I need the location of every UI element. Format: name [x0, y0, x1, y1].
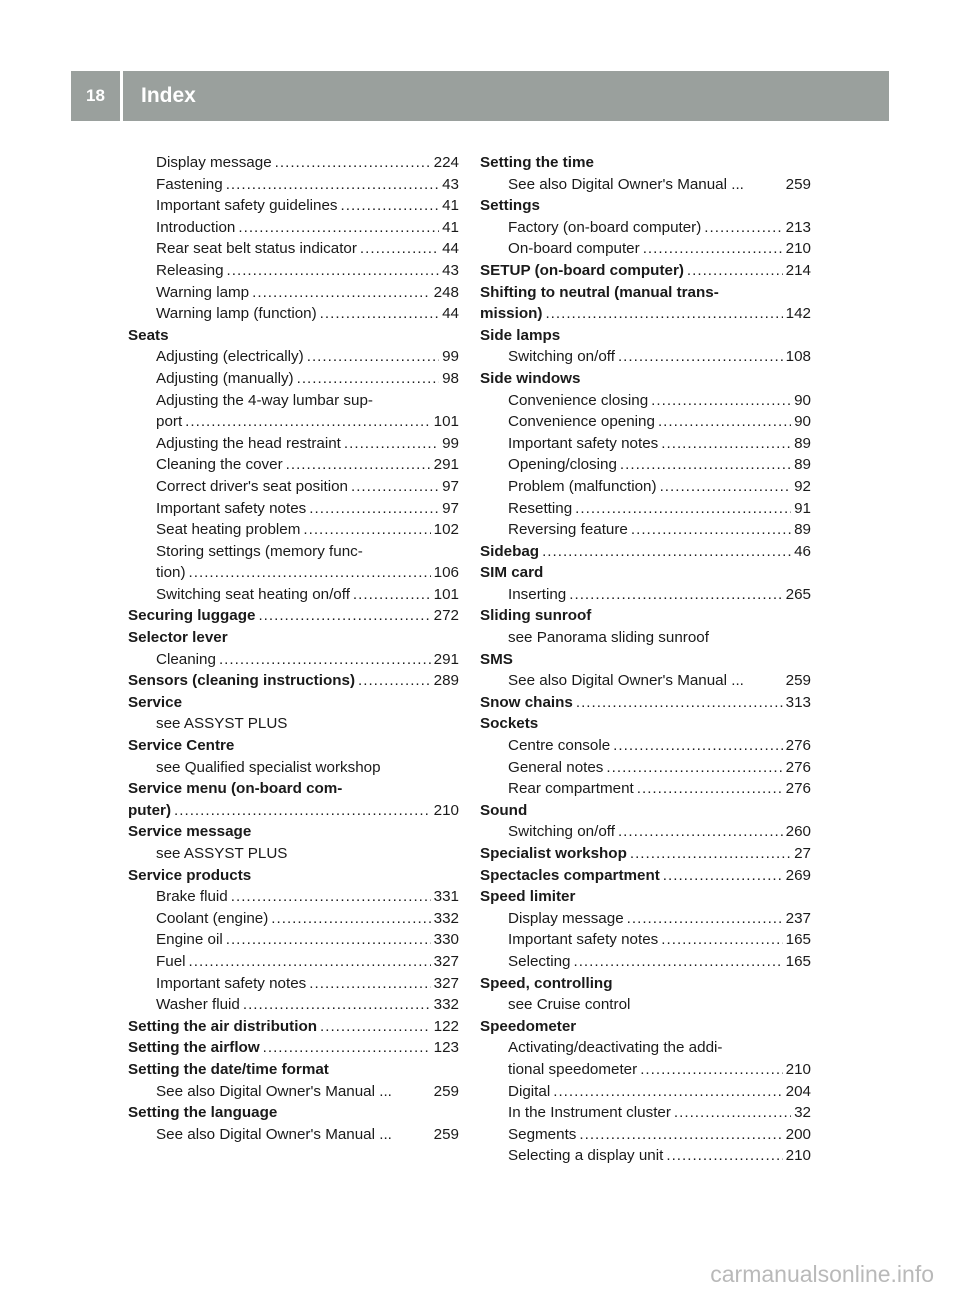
entry-label: Important safety guidelines	[156, 197, 338, 215]
page-reference: 108	[785, 348, 811, 366]
dot-leader	[687, 260, 783, 282]
index-subentry	[128, 1124, 459, 1146]
index-subentry	[128, 476, 459, 498]
page-reference: 89	[794, 521, 811, 539]
page-reference: 165	[785, 931, 811, 949]
dot-leader	[704, 217, 782, 239]
dot-leader	[226, 174, 439, 196]
entry-label: General notes	[508, 758, 604, 776]
index-heading: SMS	[480, 650, 513, 668]
entry-label: Factory (on-board computer)	[508, 218, 702, 236]
page-reference: 32	[794, 1104, 811, 1122]
page-reference: 89	[794, 456, 811, 474]
dot-leader	[320, 1016, 431, 1038]
dot-leader	[627, 908, 783, 930]
index-subentry	[480, 346, 811, 368]
page-reference: 210	[785, 1060, 811, 1078]
entry-label: Rear compartment	[508, 780, 634, 798]
index-subentry	[128, 584, 459, 606]
entry-label: Specialist workshop	[480, 845, 627, 862]
index-subentry	[480, 929, 811, 951]
page-reference: 276	[785, 780, 811, 798]
dot-leader	[189, 951, 431, 973]
index-subentry	[128, 908, 459, 930]
page-reference: 101	[433, 585, 459, 603]
index-subentry: see Qualified specialist workshop	[156, 758, 381, 776]
entry-label: Display message	[156, 154, 272, 171]
index-subentry	[480, 433, 811, 455]
page-reference: 327	[433, 974, 459, 992]
page-reference: 260	[785, 823, 811, 841]
entry-label: port	[156, 413, 183, 431]
entry-label: Selecting a display unit	[508, 1147, 664, 1165]
index-subentry	[480, 1059, 811, 1081]
entry-label: Engine oil	[156, 931, 223, 949]
entry-label: Spectacles compartment	[480, 866, 660, 884]
index-subentry	[480, 778, 811, 800]
dot-leader	[286, 454, 431, 476]
index-subentry	[128, 433, 459, 455]
index-heading-entry	[480, 260, 811, 282]
dot-leader	[243, 994, 431, 1016]
page-reference: 122	[433, 1017, 459, 1035]
entry-label: Convenience closing	[508, 391, 649, 409]
entry-label: See also Digital Owner's Manual ...	[156, 1125, 392, 1143]
index-heading: Service menu (on-board com-	[128, 780, 343, 798]
index-heading: Setting the time	[480, 154, 594, 171]
entry-label: On-board computer	[508, 240, 640, 258]
entry-label: Releasing	[156, 261, 224, 279]
dot-leader	[643, 238, 783, 260]
dot-leader	[309, 973, 430, 995]
page-reference: 259	[433, 1125, 459, 1143]
entry-label: Cleaning	[156, 650, 216, 668]
dot-leader	[353, 584, 431, 606]
page-reference: 27	[794, 845, 811, 862]
dot-leader	[613, 735, 783, 757]
page-reference: 90	[794, 413, 811, 431]
page-reference: 210	[785, 240, 811, 258]
entry-label: Sensors (cleaning instructions)	[128, 672, 356, 690]
dot-leader	[238, 217, 439, 239]
dot-leader	[226, 929, 431, 951]
entry-label: See also Digital Owner's Manual ...	[508, 672, 744, 690]
page-reference: 142	[785, 305, 811, 323]
dot-leader	[263, 1037, 431, 1059]
dot-leader	[663, 865, 783, 887]
page-reference: 165	[785, 952, 811, 970]
index-heading: Service	[128, 693, 183, 711]
index-heading: Settings	[480, 197, 540, 215]
dot-leader	[303, 519, 430, 541]
page-reference: 46	[794, 542, 811, 560]
index-heading-entry	[128, 1037, 459, 1059]
page-reference: 43	[442, 261, 459, 279]
index-subentry	[480, 217, 811, 239]
entry-label: Convenience opening	[508, 413, 655, 431]
entry-label: Coolant (engine)	[156, 909, 269, 927]
page-reference: 200	[785, 1125, 811, 1143]
entry-label: Setting the air distribution	[128, 1017, 317, 1035]
page-reference: 44	[442, 240, 459, 258]
index-subentry	[128, 562, 459, 584]
entry-label: Introduction	[156, 218, 236, 236]
index-heading: Service Centre	[128, 737, 235, 755]
entry-label: Cleaning the cover	[156, 456, 283, 474]
dot-leader	[189, 562, 431, 584]
dot-leader	[620, 454, 791, 476]
index-subentry: Storing settings (memory func-	[156, 542, 363, 560]
entry-label: See also Digital Owner's Manual ...	[156, 1082, 392, 1100]
page-reference: 269	[785, 866, 811, 884]
page-reference: 41	[442, 218, 459, 236]
page-reference: 106	[433, 564, 459, 582]
page-reference: 214	[785, 261, 811, 279]
index-subentry	[480, 670, 811, 692]
index-heading: Shifting to neutral (manual trans-	[480, 283, 719, 301]
index-column-right	[480, 152, 811, 1167]
page-reference: 213	[785, 218, 811, 236]
dot-leader	[545, 303, 782, 325]
index-subentry	[128, 282, 459, 304]
entry-label: Adjusting the head restraint	[156, 434, 341, 452]
page-reference: 91	[794, 499, 811, 517]
index-subentry	[128, 411, 459, 433]
dot-leader	[275, 152, 431, 174]
index-subentry	[480, 390, 811, 412]
index-heading-entry	[128, 670, 459, 692]
entry-label: See also Digital Owner's Manual ...	[508, 175, 744, 193]
entry-label: Opening/closing	[508, 456, 617, 474]
dot-leader	[576, 692, 783, 714]
dot-leader	[271, 908, 430, 930]
index-heading: Side lamps	[480, 326, 561, 344]
index-subentry	[480, 584, 811, 606]
index-heading-entry	[128, 605, 459, 627]
entry-label: Important safety notes	[156, 499, 307, 517]
entry-label: Switching on/off	[508, 823, 615, 841]
dot-leader	[666, 1145, 782, 1167]
page-reference: 102	[433, 521, 459, 539]
dot-leader	[575, 498, 791, 520]
entry-label: Warning lamp (function)	[156, 305, 317, 323]
dot-leader	[320, 303, 439, 325]
page-reference: 101	[433, 413, 459, 431]
page-reference: 291	[433, 456, 459, 474]
dot-leader	[658, 411, 791, 433]
page-reference: 265	[785, 585, 811, 603]
index-subentry: see Cruise control	[508, 996, 631, 1014]
index-heading: Sliding sunroof	[480, 607, 592, 625]
page-number: 18	[71, 71, 123, 121]
index-subentry: see Panorama sliding sunroof	[508, 629, 709, 647]
entry-label: SETUP (on-board computer)	[480, 261, 684, 279]
dot-leader	[358, 670, 431, 692]
dot-leader	[360, 238, 439, 260]
entry-label: Switching seat heating on/off	[156, 585, 350, 603]
index-subentry	[480, 454, 811, 476]
dot-leader	[631, 519, 791, 541]
index-subentry	[128, 886, 459, 908]
page-reference: 332	[433, 909, 459, 927]
index-subentry	[128, 238, 459, 260]
index-subentry: see ASSYST PLUS	[156, 715, 288, 733]
dot-leader	[661, 929, 782, 951]
page-reference: 43	[442, 175, 459, 193]
dot-leader	[219, 649, 431, 671]
page-reference: 276	[785, 737, 811, 755]
entry-label: Fuel	[156, 952, 186, 970]
dot-leader	[252, 282, 431, 304]
index-heading-entry	[128, 800, 459, 822]
index-subentry	[480, 1081, 811, 1103]
index-subentry	[128, 973, 459, 995]
page-reference: 259	[785, 175, 811, 193]
dot-leader	[651, 390, 791, 412]
entry-label: Segments	[508, 1125, 577, 1143]
index-subentry	[128, 1081, 459, 1103]
index-heading: Service message	[128, 823, 252, 841]
entry-label: Rear seat belt status indicator	[156, 240, 357, 258]
dot-leader	[309, 498, 439, 520]
index-subentry	[480, 951, 811, 973]
index-heading: Speed limiter	[480, 888, 576, 906]
page-reference: 259	[785, 672, 811, 690]
index-subentry	[128, 195, 459, 217]
entry-label: Inserting	[508, 585, 567, 603]
index-subentry	[480, 757, 811, 779]
dot-leader	[618, 821, 783, 843]
entry-label: Securing luggage	[128, 607, 256, 625]
entry-label: Sidebag	[480, 542, 540, 560]
watermark: carmanualsonline.info	[710, 1261, 934, 1287]
entry-label: Snow chains	[480, 693, 573, 711]
entry-label: Setting the airflow	[128, 1039, 260, 1057]
page-reference: 272	[433, 607, 459, 625]
entry-label: Selecting	[508, 952, 571, 970]
page-reference: 92	[794, 477, 811, 495]
index-subentry	[128, 368, 459, 390]
index-subentry	[480, 735, 811, 757]
index-subentry	[480, 174, 811, 196]
index-column-left	[128, 152, 459, 1145]
page-reference: 99	[442, 434, 459, 452]
index-heading: SIM card	[480, 564, 544, 582]
index-subentry	[480, 908, 811, 930]
index-subentry	[480, 1102, 811, 1124]
page-reference: 259	[433, 1082, 459, 1100]
index-subentry	[128, 346, 459, 368]
index-subentry	[128, 152, 459, 174]
index-subentry	[128, 994, 459, 1016]
page-reference: 224	[433, 154, 459, 171]
entry-label: Correct driver's seat position	[156, 477, 348, 495]
entry-label: Centre console	[508, 737, 611, 755]
page-reference: 89	[794, 434, 811, 452]
page-reference: 210	[785, 1147, 811, 1165]
entry-label: mission)	[480, 305, 543, 323]
index-heading-entry	[480, 303, 811, 325]
index-subentry	[128, 303, 459, 325]
dot-leader	[579, 1124, 782, 1146]
index-heading: Sound	[480, 801, 528, 819]
index-heading-entry	[480, 692, 811, 714]
page-reference: 97	[442, 477, 459, 495]
entry-label: Digital	[508, 1082, 551, 1100]
index-subentry	[128, 951, 459, 973]
page-reference: 276	[785, 758, 811, 776]
entry-label: Reversing feature	[508, 521, 628, 539]
page-reference: 332	[433, 996, 459, 1014]
dot-leader	[174, 800, 431, 822]
dot-leader	[573, 951, 782, 973]
index-heading-entry	[480, 865, 811, 887]
index-subentry	[480, 476, 811, 498]
entry-label: Adjusting (manually)	[156, 369, 294, 387]
dot-leader	[674, 1102, 791, 1124]
index-subentry	[480, 1145, 811, 1167]
page-reference: 331	[433, 888, 459, 906]
entry-label: Warning lamp	[156, 283, 250, 301]
dot-leader	[307, 346, 439, 368]
dot-leader	[606, 757, 782, 779]
index-subentry	[480, 498, 811, 520]
index-subentry	[128, 260, 459, 282]
index-subentry	[128, 649, 459, 671]
index-heading: Sockets	[480, 715, 539, 733]
page-reference: 291	[433, 650, 459, 668]
dot-leader	[661, 433, 791, 455]
page-reference: 98	[442, 369, 459, 387]
entry-label: Brake fluid	[156, 888, 228, 906]
dot-leader	[185, 411, 430, 433]
index-heading: Speed, controlling	[480, 974, 613, 992]
entry-label: Seat heating problem	[156, 521, 301, 539]
entry-label: Washer fluid	[156, 996, 240, 1014]
page-reference: 41	[442, 197, 459, 215]
page-reference: 99	[442, 348, 459, 366]
page-reference: 90	[794, 391, 811, 409]
entry-label: puter)	[128, 801, 172, 819]
page-reference: 123	[433, 1039, 459, 1057]
dot-leader	[569, 584, 782, 606]
index-subentry	[480, 1124, 811, 1146]
index-subentry: Activating/deactivating the addi-	[508, 1039, 723, 1057]
dot-leader	[640, 1059, 782, 1081]
entry-label: tion)	[156, 564, 186, 582]
dot-leader	[553, 1081, 782, 1103]
dot-leader	[630, 843, 791, 865]
entry-label: Resetting	[508, 499, 573, 517]
index-heading-entry	[128, 1016, 459, 1038]
index-subentry: see ASSYST PLUS	[156, 845, 288, 862]
page-header	[71, 71, 889, 121]
entry-label: tional speedometer	[508, 1060, 638, 1078]
index-heading: Setting the date/time format	[128, 1060, 329, 1078]
index-subentry	[128, 174, 459, 196]
page-reference: 204	[785, 1082, 811, 1100]
index-subentry	[128, 217, 459, 239]
page-reference: 44	[442, 305, 459, 323]
dot-leader	[297, 368, 440, 390]
index-subentry: Adjusting the 4-way lumbar sup-	[156, 391, 373, 409]
entry-label: Switching on/off	[508, 348, 615, 366]
index-subentry	[480, 238, 811, 260]
index-subentry	[480, 519, 811, 541]
entry-label: Problem (malfunction)	[508, 477, 657, 495]
index-heading: Side windows	[480, 369, 581, 387]
dot-leader	[341, 195, 440, 217]
index-subentry	[128, 519, 459, 541]
index-heading: Speedometer	[480, 1017, 577, 1035]
index-heading: Service products	[128, 866, 252, 884]
dot-leader	[231, 886, 431, 908]
page-reference: 330	[433, 931, 459, 949]
index-subentry	[128, 929, 459, 951]
entry-label: Important safety notes	[156, 974, 307, 992]
entry-label: In the Instrument cluster	[508, 1104, 671, 1122]
dot-leader	[660, 476, 792, 498]
dot-leader	[618, 346, 783, 368]
page-reference: 237	[785, 909, 811, 927]
page-reference: 210	[433, 801, 459, 819]
index-heading-entry	[480, 541, 811, 563]
page-reference: 313	[785, 693, 811, 711]
entry-label: Important safety notes	[508, 434, 659, 452]
page-reference: 97	[442, 499, 459, 517]
entry-label: Adjusting (electrically)	[156, 348, 304, 366]
dot-leader	[258, 605, 430, 627]
index-heading: Seats	[128, 326, 169, 344]
index-subentry	[480, 821, 811, 843]
index-subentry	[128, 454, 459, 476]
index-heading: Setting the language	[128, 1104, 278, 1122]
entry-label: Display message	[508, 909, 624, 927]
page-reference: 289	[433, 672, 459, 690]
dot-leader	[637, 778, 783, 800]
dot-leader	[227, 260, 440, 282]
index-heading-entry	[480, 843, 811, 865]
index-subentry	[480, 411, 811, 433]
dot-leader	[344, 433, 439, 455]
section-title: Index	[141, 84, 196, 107]
dot-leader	[351, 476, 439, 498]
page-reference: 248	[433, 283, 459, 301]
index-heading: Selector lever	[128, 629, 228, 647]
dot-leader	[542, 541, 791, 563]
page-reference: 327	[433, 952, 459, 970]
entry-label: Fastening	[156, 175, 223, 193]
index-subentry	[128, 498, 459, 520]
entry-label: Important safety notes	[508, 931, 659, 949]
